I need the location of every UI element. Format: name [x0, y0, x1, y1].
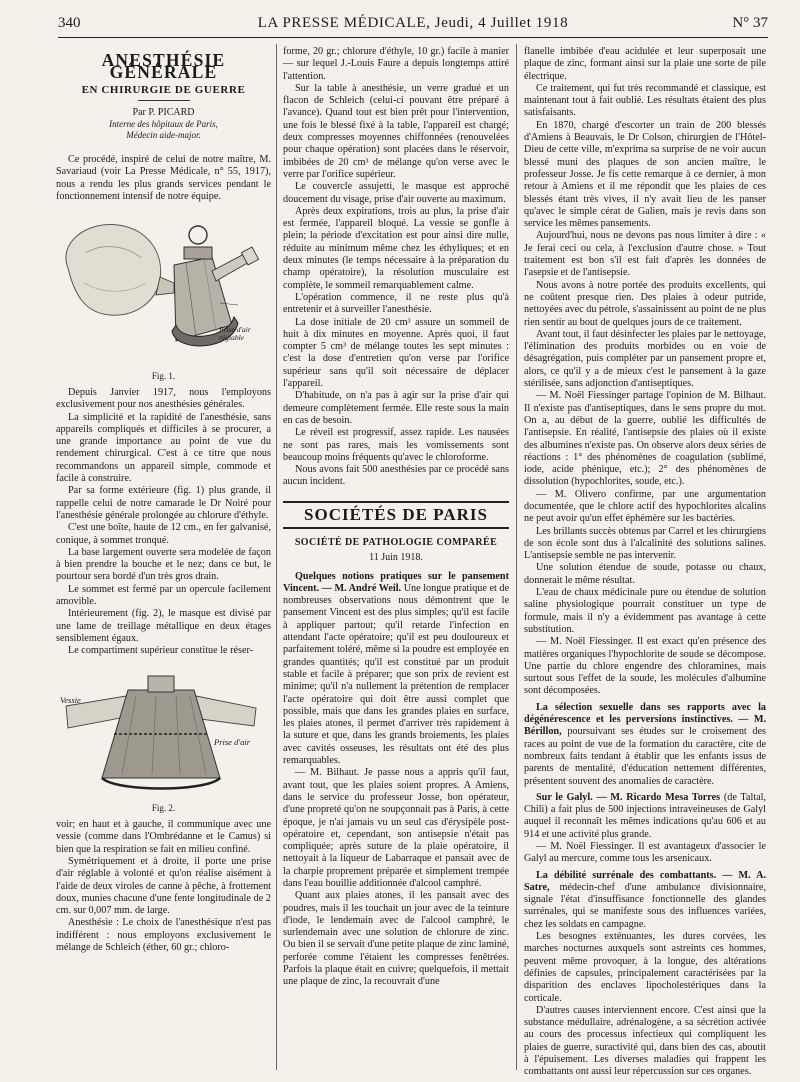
- paragraph: La simplicité et la rapidité de l'anesthésie, sans appareils compliqués et difficiles à se procurer, a une grande importance au point de vue du rendement chirurgical. C'est à ce titre que nous recommandons un appareil simple, commode et facile à construire.: [56, 411, 271, 485]
- section-title: SOCIÉTÉS DE PARIS: [283, 501, 509, 529]
- communication-title: La sélection sexuelle dans ses rapports avec la dégénérescence et les perversions instinctives. — M. Bérillon,: [524, 701, 766, 738]
- paragraph: Intérieurement (fig. 2), le masque est divisé par une lame de treillage métallique en deux étages sensiblement égaux.: [56, 608, 271, 644]
- paragraph: flanelle imbibée d'eau acidulée et leur superposait une plaque de zinc, formant ainsi sur la plaie une sorte de pile électrique.: [524, 46, 766, 82]
- column-3: [524, 46, 767, 1078]
- paragraph: La dose initiale de 20 cm³ assure un sommeil de huit à dix minutes en moyenne. Après quoi, il faut compter 5 cm³ de mélange toutes les sept minutes : c'est la dose d'entretien qu'on verse par l'orifice supérieur sans qu'il soit nécessaire de déplacer l'appareil.: [283, 316, 509, 390]
- figure-2: [56, 666, 271, 815]
- article-author: Par P. PICARD: [132, 106, 195, 118]
- column-divider: [516, 44, 517, 1070]
- paragraph: forme, 20 gr.; chlorure d'éthyle, 10 gr.) facile à manier — sur lequel J.-Louis Faure a depuis longtemps attiré l'attention.: [283, 46, 509, 82]
- paragraph: C'est une boîte, haute de 12 cm., en fer galvanisé, conique, à sommet tronqué.: [56, 522, 271, 546]
- paragraph: Anesthésie : Le choix de l'anesthésique n'est pas indifférent : nous employons exclusivement le mélange de Schleich (éther, 60 gr.; chloro-: [56, 917, 271, 954]
- paragraph: D'autres causes interviennent encore. C'est ainsi que la substance médullaire, adrénalogène, a sa sécrétion activée au cours des processus infectieux qui compliquent les plaies de guerre, suractivité qui, dans bien des cas, aboutit à l'épuisement. Les diverses maladies qui frappent les combattants ont aussi leur répercussion sur ces organes.: [524, 1004, 766, 1078]
- session-date: 11 Juin 1918.: [369, 552, 423, 564]
- paragraph: Par sa forme extérieure (fig. 1) plus grande, il rappelle celui de notre camarade le Dr Noiré pour l'anesthésie générale prolongée au chlorure d'éthyle.: [56, 485, 271, 521]
- page-header: [58, 15, 768, 38]
- paragraph: — M. Olivero confirme, par une argumentation documentée, que le chlore actif des hypochlorites alcalins ne peut avoir qu'un effet éphémère sur les bactéries.: [524, 488, 766, 525]
- mask-cross-section-illustration: [56, 666, 271, 796]
- society-name: SOCIÉTÉ DE PATHOLOGIE COMPARÉE: [294, 536, 498, 548]
- paragraph: — M. Noël Fiessinger. Il est avantageux d'associer le Galyl au mercure, comme tous les arsenicaux.: [524, 841, 766, 865]
- issue-number: N° 37: [732, 15, 768, 31]
- figure-2-caption: Fig. 2.: [151, 802, 176, 813]
- article-title: ANESTHÉSIE GÉNÉRALE: [101, 50, 226, 83]
- figure-2-label-right: Prise d'air: [214, 736, 251, 747]
- communication-text: poursuivant ses études sur le croisement des races au point de vue de la formation du caractère, cite de nombreux faits tendant à établir que les enfants issus de parents de mentalité, d'éducation nettement différentes, présentent souvent des anomalies de caractère.: [524, 726, 766, 787]
- paragraph: D'habitude, on n'a pas à agir sur la prise d'air qui demeure complètement fermée. Elle reste sous la main en cas de besoin.: [283, 390, 509, 426]
- paragraph: En 1870, chargé d'escorter un train de 200 blessés d'Amiens à Beauvais, le Dr Colson, chirurgien de l'Hôtel-Dieu de cette ville, m'exprima sa surprise de ne voir aucun blessé muni des plaques de son ancien maître, le professeur Josse. Je fis cette remarque à ce dernier, à mon retour à Amiens et il me répondit que les plaies de ces blessés étant très vives, il n'y avait lieu de les panser qu'avec le simple cérat de Galien, mais je revis dans son service les mêmes pansements.: [524, 119, 766, 230]
- paragraph: L'opération commence, il ne reste plus qu'à entretenir et à surveiller l'anesthésie.: [283, 291, 509, 316]
- column-1: [56, 46, 271, 1070]
- column-divider: [276, 44, 277, 1070]
- paragraph: Le compartiment supérieur constitue le réser-: [68, 645, 254, 657]
- communication-title: Quelques notions pratiques sur le pansement Vincent. — M. André Weil.: [283, 570, 509, 594]
- communication-text: médecin-chef d'une ambulance divisionnaire, signale l'état d'insuffisance fonctionnelle des glandes surrénales, qui se manifeste sous des influences variées, chez les soldats en campagne.: [524, 881, 766, 930]
- paragraph: Avant tout, il faut désinfecter les plaies par le nettoyage, l'élimination des produits morbides ou en voie de désagrégation, puis compléter par un pansement propre et, alors, ce qu'il y a de mieux c'est le pansement à la gaze stérilisée, sans adjonction d'antiseptiques.: [524, 328, 766, 390]
- communication-text: Une longue pratique et de nombreuses observations nous démontrent que le pansement Vincent est des plus simples; qu'il est facile à appliquer partout; qu'il retarde l'infection en attendant l'acte opératoire; qu'il est peu douloureux et parfaitement toléré, même si la poudre est employée en grandes quantités; qu'il est constitué par un produit stable et facile à préparer; que son prix de revient est minime; qu'il n'a nullement la prétention de remplacer l'acte opératoire qui doit être aussi complet que possible, mais que dans les grandes plaies en surface, les plaies atones, il permet d'arriver très rapidement à la suture et que, dans les grands broiements, les plaies avec cavités osseuses, les résultats ont été des plus remarquables.: [283, 582, 510, 767]
- paragraph: Quant aux plaies atones, il les pansait avec des poudres, mais il les touchait un jour avec de la teinture d'iode, le lendemain avec de l'alcool camphré, le surlendemain avec une solution de chlorure de zinc. Ou bien il se servait d'une petite plaque de zinc laminé, perforée comme l'étaient les compresses fenêtrées. Parfois la plaque était en cuivre; quelquefois, il mettait une plaque de zinc, la recouvrait d'une: [283, 890, 509, 988]
- figure-1-caption: Fig. 1.: [151, 370, 176, 381]
- paragraph: Symétriquement et à droite, il porte une prise d'air réglable à volonté et qu'on réalise aisément à l'aide de deux viroles de canne à pêche, à frottement doux, munies chacune d'une fente longitudinale de 2 cm. sur 0,007 mm. de large.: [56, 855, 271, 917]
- figure-2-label-left: Vessie: [60, 694, 81, 705]
- author-affiliation: [56, 119, 271, 140]
- paragraph: Ce procédé, inspiré de celui de notre maître, M. Savariaud (voir La Presse Médicale, n° 55, 1917), nous a rendu les plus grands services pendant le fonctionnement intensif de notre équipe.: [56, 154, 271, 203]
- paragraph: Ce traitement, qui fut très recommandé et classique, est maintenant tout à fait oublié. Les résultats étaient des plus satisfaisants.: [524, 82, 766, 119]
- paragraph: Sur la table à anesthésie, un verre gradué et un flacon de Schleich (celui-ci pouvant être préparé à l'avance). Quand tout est bien prêt pour l'intervention, une fois le blessé fixé à la table, l'appareil est chargé; deux compresses moyennes chiffonnées (renouvelées pour chaque opération) sont placées dans le réservoir, imbibées de 20 cm³ de mélange qu'on verse avec le verre par l'orifice supérieur.: [283, 82, 509, 180]
- paragraph: Le couvercle assujetti, le masque est approché doucement du visage, prise d'air ouverte au maximum.: [283, 181, 509, 205]
- paragraph: Le sommet est fermé par un opercule facilement amovible.: [56, 583, 271, 608]
- paragraph: Aujourd'hui, nous ne devons pas nous limiter à dire : « Je ferai ceci ou cela, à l'exclusion d'autre chose. » Tout traitement est bon s'il est fait d'après les données de l'asepsie et de l'antisepsie.: [524, 230, 766, 279]
- communication-title: La débilité surrénale des combattants. — M. A. Satre,: [524, 869, 766, 893]
- article-subtitle: EN CHIRURGIE DE GUERRE: [81, 83, 246, 96]
- figure-1: [56, 213, 271, 382]
- paragraph: — M. Bilhaut. Je passe nous a appris qu'il faut, avant tout, que les plaies soient propres. A Amiens, dans le service du professeur Josse, bon opérateur, d'une propreté qu'on ne soupçonnait pas à Paris, à cette époque, je n'ai jamais vu un seul cas d'érysipèle post-opératoire et, cependant, son antisepsie n'était pas compliquée; après suture de la plaie opératoire, il nettoyait à la liqueur de Labarraque et pansait avec de la charpie proprement préparée et simplement trempée dans l'eau bouillie additionnée d'alcool camphré.: [283, 767, 509, 889]
- communication-title: Sur le Galyl. — M. Ricardo Mesa Torres: [536, 791, 721, 803]
- paragraph: Depuis Janvier 1917, nous l'employons exclusivement pour nos anesthésies générales.: [56, 386, 271, 411]
- paragraph: — M. Noël Fiessinger. Il est exact qu'en présence des matières organiques l'hypochlorite de soude se décompose. Une partie du chlore engendre des chloramines, mais surtout sous l'effet de la soude, les molécules d'albumine sont décomposées.: [524, 636, 766, 697]
- paragraph: Nous avons à notre portée des produits excellents, qui ne coûtent presque rien. Des plaies à odeur putride, nettoyées avec du pétrole, s'assainissent au point de ne plus rien sentir au bout de quelques jours de ce traitement.: [524, 279, 766, 328]
- figure-1-label: Prise d'air réglable: [219, 325, 251, 342]
- paragraph: La base largement ouverte sera modelée de façon à bien prendre la bouche et le nez; dans ce but, le pourtour sera bordé d'un très gros drain.: [56, 546, 271, 583]
- paragraph: Les brillants succès obtenus par Carrel et les chirurgiens de son école sont dus à l'alcalinité des solutions salines. L'antisepsie semble ne pas intervenir.: [524, 525, 766, 562]
- paragraph: Le réveil est progressif, assez rapide. Les nausées ne sont pas rares, mais les vomissements sont beaucoup moins fréquents qu'avec le chloroforme.: [283, 427, 509, 463]
- journal-date-line: LA PRESSE MÉDICALE, Jeudi, 4 Juillet 1918: [257, 15, 569, 31]
- paragraph: Les besognes exténuantes, les dures corvées, les marches nocturnes auxquels sont astreints ces hommes, peuvent même provoquer, à la longue, des altérations définies de capsules, principalement caractérisées par la disparition des enclaves lipocholestériques dans la corticale.: [524, 931, 766, 1004]
- affiliation-line: Médecin aide-major.: [126, 129, 201, 140]
- paragraph: Une solution étendue de soude, potasse ou chaux, donnerait le même résultat.: [524, 562, 766, 586]
- column-2: [283, 46, 509, 1070]
- page-number: 340: [58, 15, 81, 31]
- paragraph: Après deux expirations, trois au plus, la prise d'air est fermée, l'appareil bloqué. La vessie se gonfle à plein; la période d'excitation est pour ainsi dire nulle, réduite au minimum même chez les éthyliques; et en deux minutes (le temps nécessaire à la préparation du champ opératoire), la résolution musculaire est complète, le sommeil remarquablement calme.: [283, 205, 509, 291]
- paragraph: Nous avons fait 500 anesthésies par ce procédé sans aucun incident.: [283, 464, 509, 488]
- paragraph: — M. Noël Fiessinger partage l'opinion de M. Bilhaut. Il n'existe pas d'antiseptiques, dans le sens propre du mot. On a, au début de la guerre, oublié les difficultés de l'antisepsie. En réalité, l'antisepsie des plaies où il existe des albumines n'existe pas. On observe alors deux séries de réactions : 1° des phénomènes de coagulation (sublimé, iode, acide phénique, etc.); 2° des phénomènes de dissolution (hypochlorites, soude, etc.).: [524, 390, 766, 488]
- title-rule: [138, 100, 190, 101]
- paragraph: voir; en haut et à gauche, il communique avec une vessie (comme dans l'Ombrédanne et le Camus) si bien que la respiration se fait en milieu confiné.: [56, 819, 271, 855]
- affiliation-line: Interne des hôpitaux de Paris,: [109, 119, 218, 130]
- paragraph: L'eau de chaux médicinale pure ou étendue de solution saline physiologique pourrait constituer un type de formule, mais il n'y a évidemment pas avantage à cette substitution.: [524, 587, 766, 635]
- communication-text: (de Taltal, Chili) a fait plus de 500 injections intraveineuses de Galyl auquel il reconnaît les mêmes indications qu'au 606 et au 914 et une activité plus grande.: [524, 791, 767, 840]
